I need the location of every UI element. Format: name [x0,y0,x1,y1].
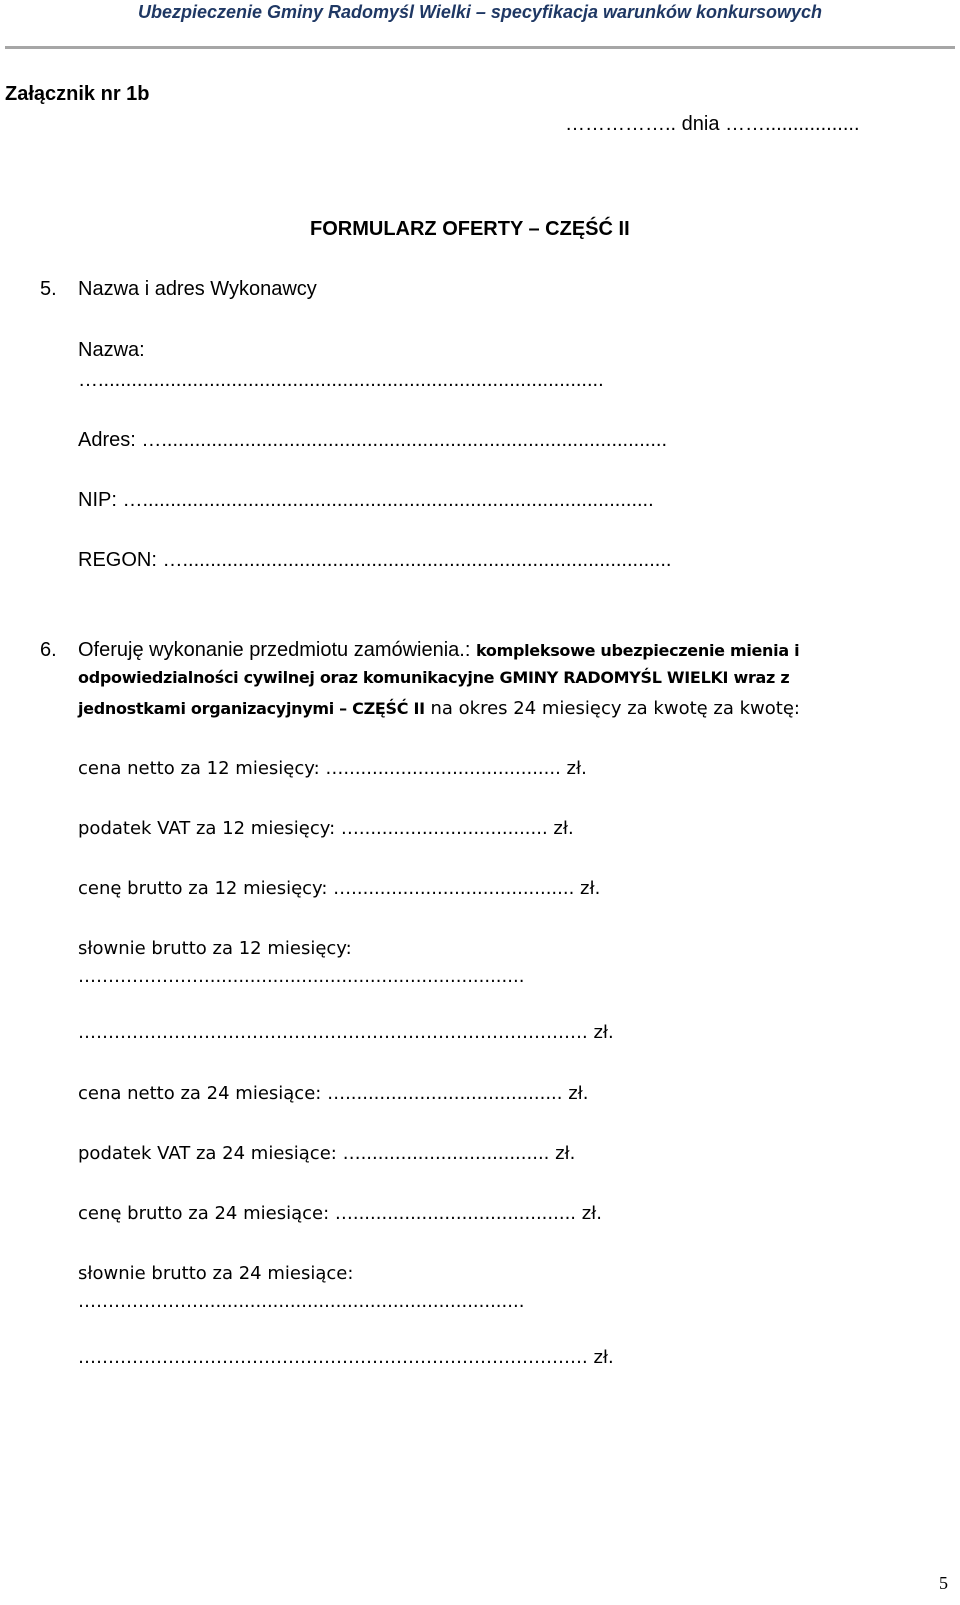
section-6-number: 6. [40,639,57,661]
gross-words-12-label: słownie brutto za 12 miesięcy: [78,938,352,959]
page-number: 5 [939,1573,948,1593]
section-6-subject-part-1: kompleksowe ubezpieczenie mienia i [475,641,800,660]
section-6-intro: Oferuję wykonanie przedmiotu zamówienia. [78,639,465,661]
vat-12-field: podatek VAT za 12 miesięcy: …................................. zł. [78,818,574,839]
document-header: Ubezpieczenie Gminy Radomyśl Wielki – specyfikacja warunków konkursowych [137,2,823,22]
regon-field: REGON: …........................................................................................ [78,549,672,571]
section-5-number: 5. [40,278,57,300]
gross-price-24-field: cenę brutto za 24 miesiące: …....................................... zł. [78,1203,603,1224]
gross-words-12-end: …………………………………………………………………………. zł. [78,1022,614,1043]
header-divider [5,46,955,49]
gross-words-12-field: …………………........................................................ [78,966,525,987]
net-price-24-field: cena netto za 24 miesiące: …...................................... zł. [78,1083,589,1104]
gross-words-24-field: …………………........................................................ [78,1291,525,1312]
gross-price-12-field: cenę brutto za 12 miesięcy: …....................................... zł. [78,878,601,899]
gross-words-24-label: słownie brutto za 24 miesiące: [78,1263,354,1284]
vat-24-field: podatek VAT za 24 miesiące: …................................. zł. [78,1143,576,1164]
section-6-subject-part-3: jednostkami organizacyjnymi – CZĘŚĆ II [78,699,425,718]
name-label: Nazwa: [78,339,145,361]
gross-words-24-end: …………………………………………………………………………. zł. [78,1347,614,1368]
form-title: FORMULARZ OFERTY – CZĘŚĆ II [310,218,630,240]
section-6-period: na okres 24 miesięcy za kwotę za kwotę: [424,698,800,719]
section-6-subject-part-2: odpowiedzialności cywilnej oraz komunikacyjne GMINY RADOMYŚL WIELKI wraz z [78,668,790,687]
section-6-line-3 [78,696,800,722]
date-line: …………….. dnia ……................. [565,113,860,135]
section-5-heading: Nazwa i adres Wykonawcy [78,278,317,300]
net-price-12-field: cena netto za 12 miesięcy: …...................................... zł. [78,758,587,779]
section-6-line-1 [78,637,799,663]
attachment-label: Załącznik nr 1b [5,83,150,105]
section-6-colon: : [464,639,476,661]
name-field: …........................................................................................... [78,369,604,391]
nip-field: NIP: …............................................................................................ [78,489,654,511]
address-field: Adres: …........................................................................................... [78,429,668,451]
